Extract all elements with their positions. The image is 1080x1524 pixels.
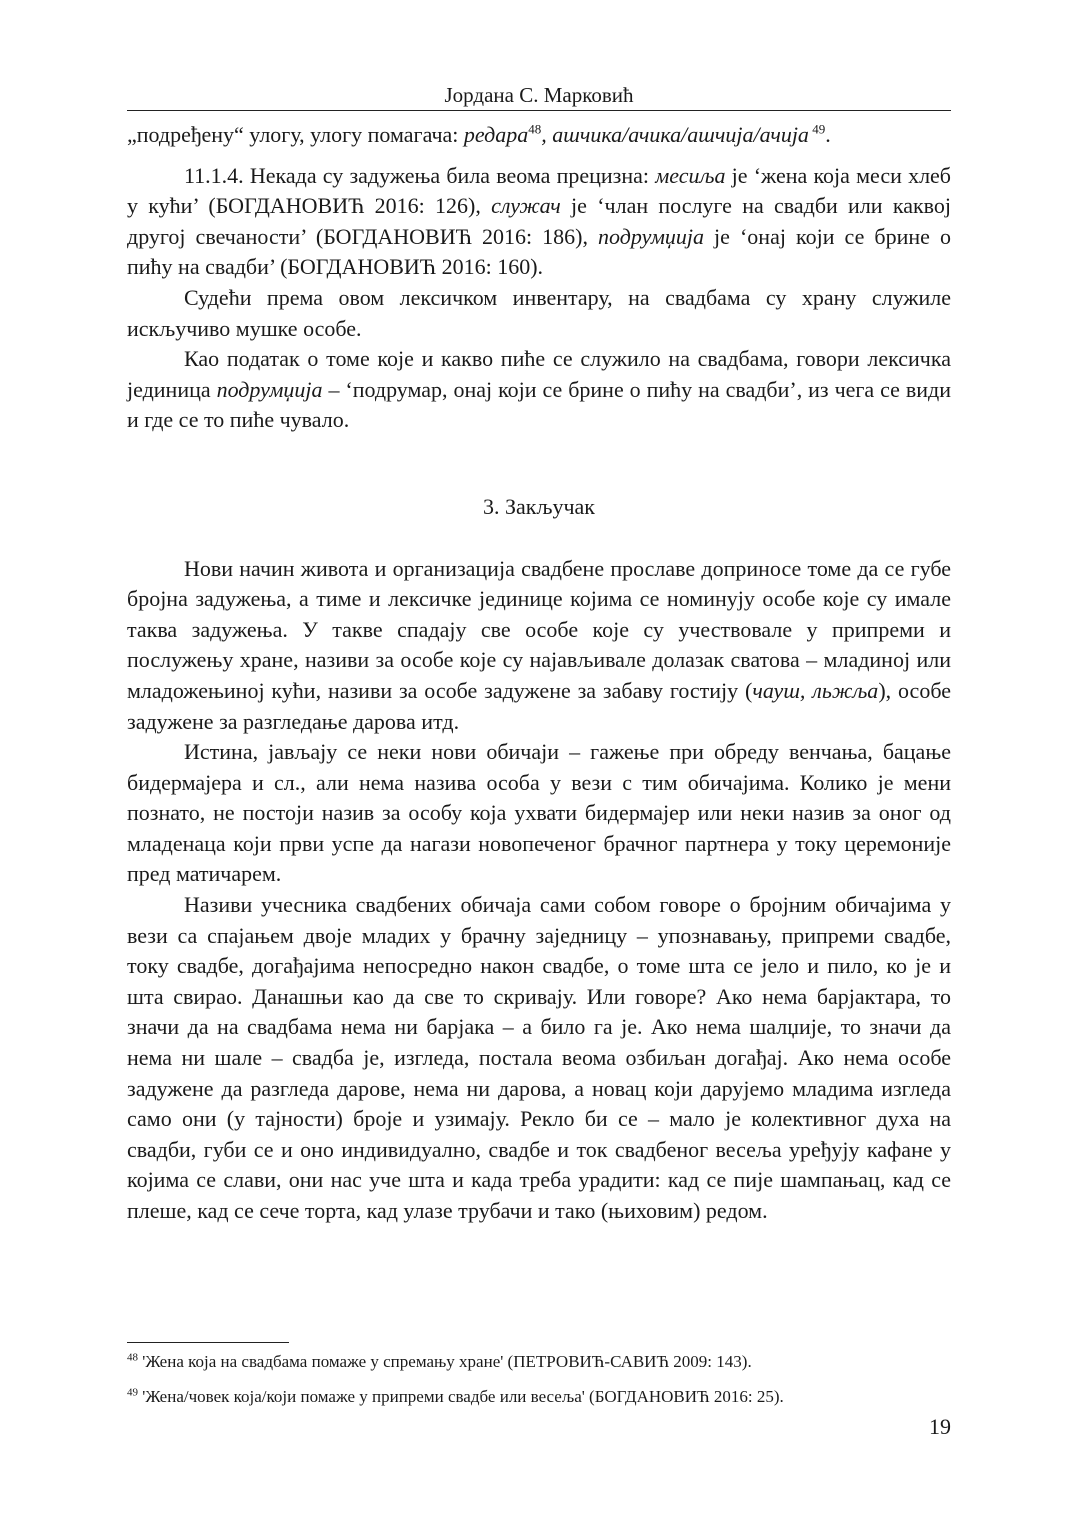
header-rule (127, 110, 951, 111)
paragraph-drinks: Као податак о томе које и какво пиће се служило на свадбама, говори лексичка јединица подрумџија – ‘подрумар, онај који се брине о пићу на свадби’, из чега се види и где се то пиће чувало. (127, 346, 952, 433)
running-header: Јордана С. Марковић (444, 83, 634, 107)
page-number: 19 (929, 1414, 951, 1439)
conclusion-paragraph-2: Истина, јављају се неки нови обичаји – гажење при обреду венчања, бацање бидермајера и сл., али нема назива особа у вези с тим обичајима. Колико је мени познато, не постоји назив за особу која ухвати бидермајер или неки назив за оног од младенаца који први успе да нагази новопеченог брачног партнера у току церемоније пред матичарем. (127, 739, 951, 887)
conclusion-paragraph-1: Нови начин живота и организација свадбене прославе доприносе томе да се губе бројна задужења, а тиме и лексичке јединице којима се номинују особе које су имале таква задужења. У такве спадају све особе које су учествовале у припреми и послужењу хране, називи за особе које су најављивале долазак сватова – младиној или младожењиној кући, називи за особе задужене за забаву гостију (чауш, льжља), особе задужене за разгледање дарова итд. (127, 555, 951, 734)
footnote-ref-49[interactable]: 49 (808, 121, 826, 137)
main-text (127, 120, 951, 1227)
paragraph-lexical-inventory: Судећи према овом лексичком инвентару, на свадбама су храну служиле искључиво мушке особе. (127, 284, 951, 341)
footnotes (127, 1350, 951, 1420)
paragraph-continuation: „подређену“ улогу, улогу помагача: редара$^{48}$, ашчика/ачика/ашчија/ачија $^{49}$. (127, 121, 831, 147)
footnote-49: $^{49}$ 'Жена/човек која/који помаже у припреми свадбе или весеља' (БОГДАНОВИЋ 2016: 25). (127, 1386, 784, 1406)
conclusion-paragraph-3: Називи учесника свадбених обичаја сами собом говоре о бројним обичајима у вези са спајањем двоје младих у брачну заједницу – упознавању, припреми свадбе, току свадбе, догађајима непосредно након свадбе, о томе шта се јело и пило, ко је и шта свирао. Данашњи као да све то скривају. Или говоре? Ако нема барјактара, то значи да на свадбама нема ни барјака – а било га је. Ако нема шалџије, то значи да нема ни шале – свадба је, изгледа, постала веома озбиљан догађај. Ако нема особе задужене да разгледа дарове, нема ни дарова, а новац који дарујемо младима изгледа само они (у тајности) броје и узимају. Рекло би се – мало је колективног духа на свадби, губи се и оно индивидуално, свадбе и ток свадбеног весеља уређују кафане у којима се слави, они нас уче шта и када треба урадити: кад се пије шампањац, кад се плеше, кад се сече торта, кад улазе трубачи и тако (њиховим) редом. (127, 892, 951, 1223)
paragraph-11-1-4: 11.1.4. Некада су задужења била веома прецизна: месиља је ‘жена која меси хлеб у кући’ (БОГДАНОВИЋ 2016: 126), служач је ‘члан послуге на свадби или каквој другој свечаности’ (БОГДАНОВИЋ 2016: 186), подрумџија је ‘онај који се брине о пићу на свадби’ (БОГДАНОВИЋ 2016: 160). (127, 162, 952, 280)
term-sluzac: служач (491, 193, 561, 219)
section-title: 3. Закључак (483, 493, 595, 519)
footnote-ref-48[interactable]: 48 (528, 121, 542, 137)
footnote-48: $^{48}$ 'Жена која на свадбама помаже у спремању хране' (ПЕТРОВИЋ-САВИЋ 2009: 143). (127, 1351, 752, 1371)
footnote-rule (127, 1342, 289, 1343)
